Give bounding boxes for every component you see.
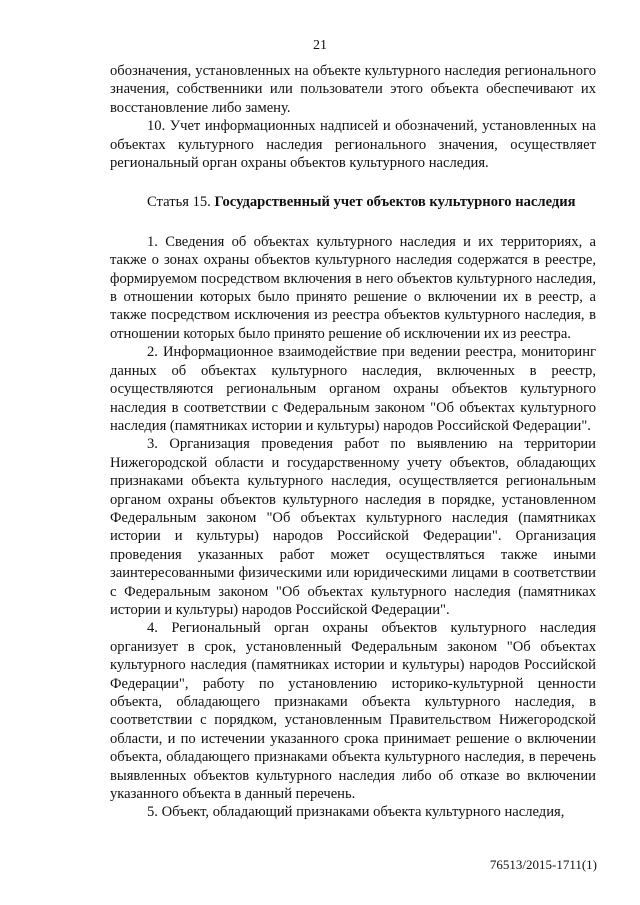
paragraph-item-4: 4. Региональный орган охраны объектов культурного наследия организует в срок, установленный Федеральным законом "Об объектах культурного наследия (памятниках истории и культуры) народов Российской Федерации", работу по установлению историко-культурной ценности объекта, обладающего признаками объекта культурного наследия, в соответствии с порядком, установленным Правительством Нижегородской области, и по истечении указанного срока принимает решение о включении объекта, обладающего признаками объекта культурного наследия, в перечень выявленных объектов культурного наследия либо об отказе во включении указанного объекта в данный перечень. [110,620,596,803]
page-number: 21 [313,38,327,53]
document-body [110,62,596,822]
article-heading [110,193,596,211]
paragraph-item-2: 2. Информационное взаимодействие при ведении реестра, мониторинг данных об объектах культурного наследия, включенных в реестр, осуществляются региональным органом охраны объектов культурного наследия в соответствии с Федеральным законом "Об объектах культурного наследия (памятниках истории и культуры) народов Российской Федерации". [110,344,596,434]
article-title: Государственный учет объектов культурного наследия [214,194,576,211]
paragraph-item-1: 1. Сведения об объектах культурного наследия и их территориях, а также о зонах охраны объектов культурного наследия содержатся в реестре, формируемом посредством включения в него объектов культурного наследия, в отношении которых было принято решение о включении их в реестр, а также посредством исключения из реестра объектов культурного наследия, в отношении которых было принято решение об исключении их из реестра. [110,233,596,342]
paragraph-item-10: 10. Учет информационных надписей и обозначений, установленных на объектах культурного наследия регионального значения, осуществляет региональный орган охраны объектов культурного наследия. [110,118,596,172]
paragraph-item-3: 3. Организация проведения работ по выявлению на территории Нижегородской области и государственному учету объектов, обладающих признаками объекта культурного наследия, осуществляется региональным органом охраны объектов культурного наследия в порядке, установленном Федеральным законом "Об объектах культурного наследия (памятниках истории и культуры) народов Российской Федерации". Организация проведения указанных работ может осуществляться также иными заинтересованными физическими или юридическими лицами в соответствии с Федеральным законом "Об объектах культурного наследия (памятниках истории и культуры) народов Российской Федерации". [110,436,596,618]
article-number: Статья 15. [147,194,211,211]
paragraph-item-5: 5. Объект, обладающий признаками объекта культурного наследия, [147,804,565,821]
document-code: 76513/2015-1711(1) [489,857,597,872]
paragraph-continuation: обозначения, установленных на объекте культурного наследия регионального значения, собственники или пользователи этого объекта обеспечивают их восстановление либо замену. [110,63,596,116]
